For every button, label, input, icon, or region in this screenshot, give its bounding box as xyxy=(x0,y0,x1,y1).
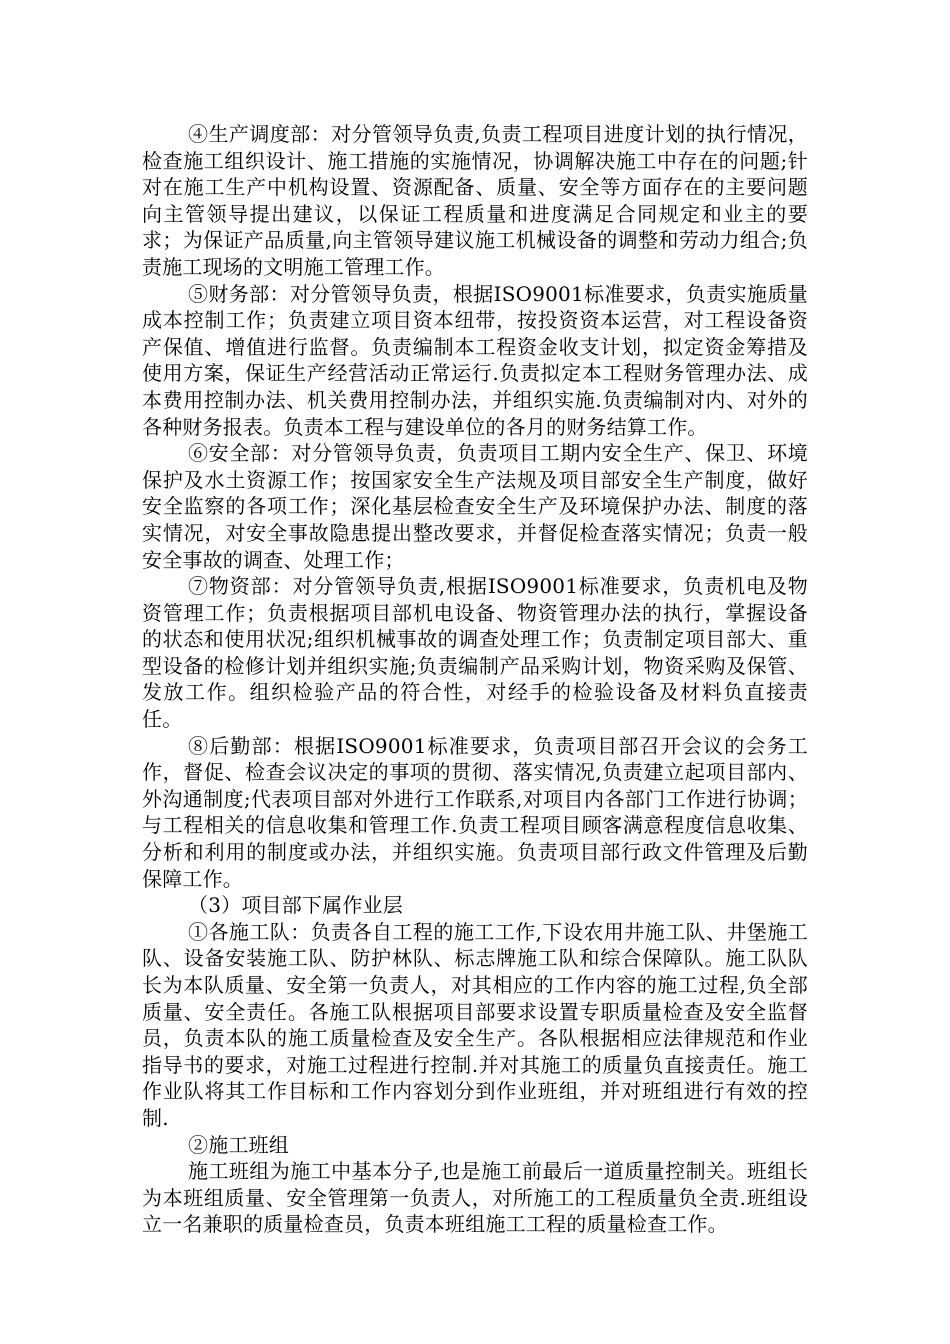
document-body xyxy=(142,121,808,1238)
paragraph-construction-teams: ①各施工队：负责各自工程的施工工作,下设农用井施工队、井堡施工队、设备安装施工队、防护林队、标志牌施工队和综合保障队。施工队队长为本队质量、安全第一负责人，对其相应的工作内容的施工过程,负全部质量、安全责任。各施工队根据项目部要求设置专职质量检查及安全监督员，负责本队的施工质量检查及安全生产。各队根据相应法律规范和作业指导书的要求，对施工过程进行控制.并对其施工的质量负直接责任。施工作业队将其工作目标和工作内容划分到作业班组，并对班组进行有效的控制. xyxy=(142,919,808,1130)
paragraph-materials: ⑦物资部：对分管领导负责,根据ISO9001标准要求，负责机电及物资管理工作；负责根据项目部机电设备、物资管理办法的执行，掌握设备的状态和使用状况;组织机械事故的调查处理工作；负责制定项目部大、重型设备的检修计划并组织实施;负责编制产品采购计划，物资采购及保管、发放工作。组织检验产品的符合性，对经手的检验设备及材料负直接责任。 xyxy=(142,574,808,732)
paragraph-logistics: ⑧后勤部：根据ISO9001标准要求，负责项目部召开会议的会务工作，督促、检查会议决定的事项的贯彻、落实情况,负责建立起项目部内、外沟通制度;代表项目部对外进行工作联系,对项目内各部门工作进行协调；与工程相关的信息收集和管理工作.负责工程项目顾客满意程度信息收集、分析和利用的制度或办法，并组织实施。负责项目部行政文件管理及后勤保障工作。 xyxy=(142,733,808,891)
paragraph-finance: ⑤财务部：对分管领导负责，根据ISO9001标准要求，负责实施质量成本控制工作；负责建立项目资本纽带，按投资资本运营，对工程设备资产保值、增值进行监督。负责编制本工程资金收支计划，拟定资金筹措及使用方案，保证生产经营活动正常运行.负责拟定本工程财务管理办法、成本费用控制办法、机关费用控制办法，并组织实施.负责编制对内、对外的各种财务报表。负责本工程与建设单位的各月的财务结算工作。 xyxy=(142,281,808,439)
paragraph-production-dispatch: ④生产调度部：对分管领导负责,负责工程项目进度计划的执行情况，检查施工组织设计、施工措施的实施情况，协调解决施工中存在的问题;针对在施工生产中机构设置、资源配备、质量、安全等方面存在的主要问题向主管领导提出建议，以保证工程质量和进度满足合同规定和业主的要求；为保证产品质量,向主管领导建议施工机械设备的调整和劳动力组合;负责施工现场的文明施工管理工作。 xyxy=(142,122,808,279)
paragraph-safety: ⑥安全部：对分管领导负责，负责项目工期内安全生产、保卫、环境保护及水土资源工作；按国家安全生产法规及项目部安全生产制度，做好安全监察的各项工作；深化基层检查安全生产及环境保护办法、制度的落实情况，对安全事故隐患提出整改要求，并督促检查落实情况；负责一般安全事故的调查、处理工作； xyxy=(142,441,808,572)
section-heading-operation-layer: （3）项目部下属作业层 xyxy=(188,893,403,918)
subheading-construction-crews: ②施工班组 xyxy=(188,1132,289,1157)
paragraph-construction-crews: 施工班组为施工中基本分子,也是施工前最后一道质量控制关。班组长为本班组质量、安全管理第一负责人，对所施工的工程质量负全责.班组设立一名兼职的质量检查员，负责本班组施工工程的质量检查工作。 xyxy=(142,1159,808,1237)
